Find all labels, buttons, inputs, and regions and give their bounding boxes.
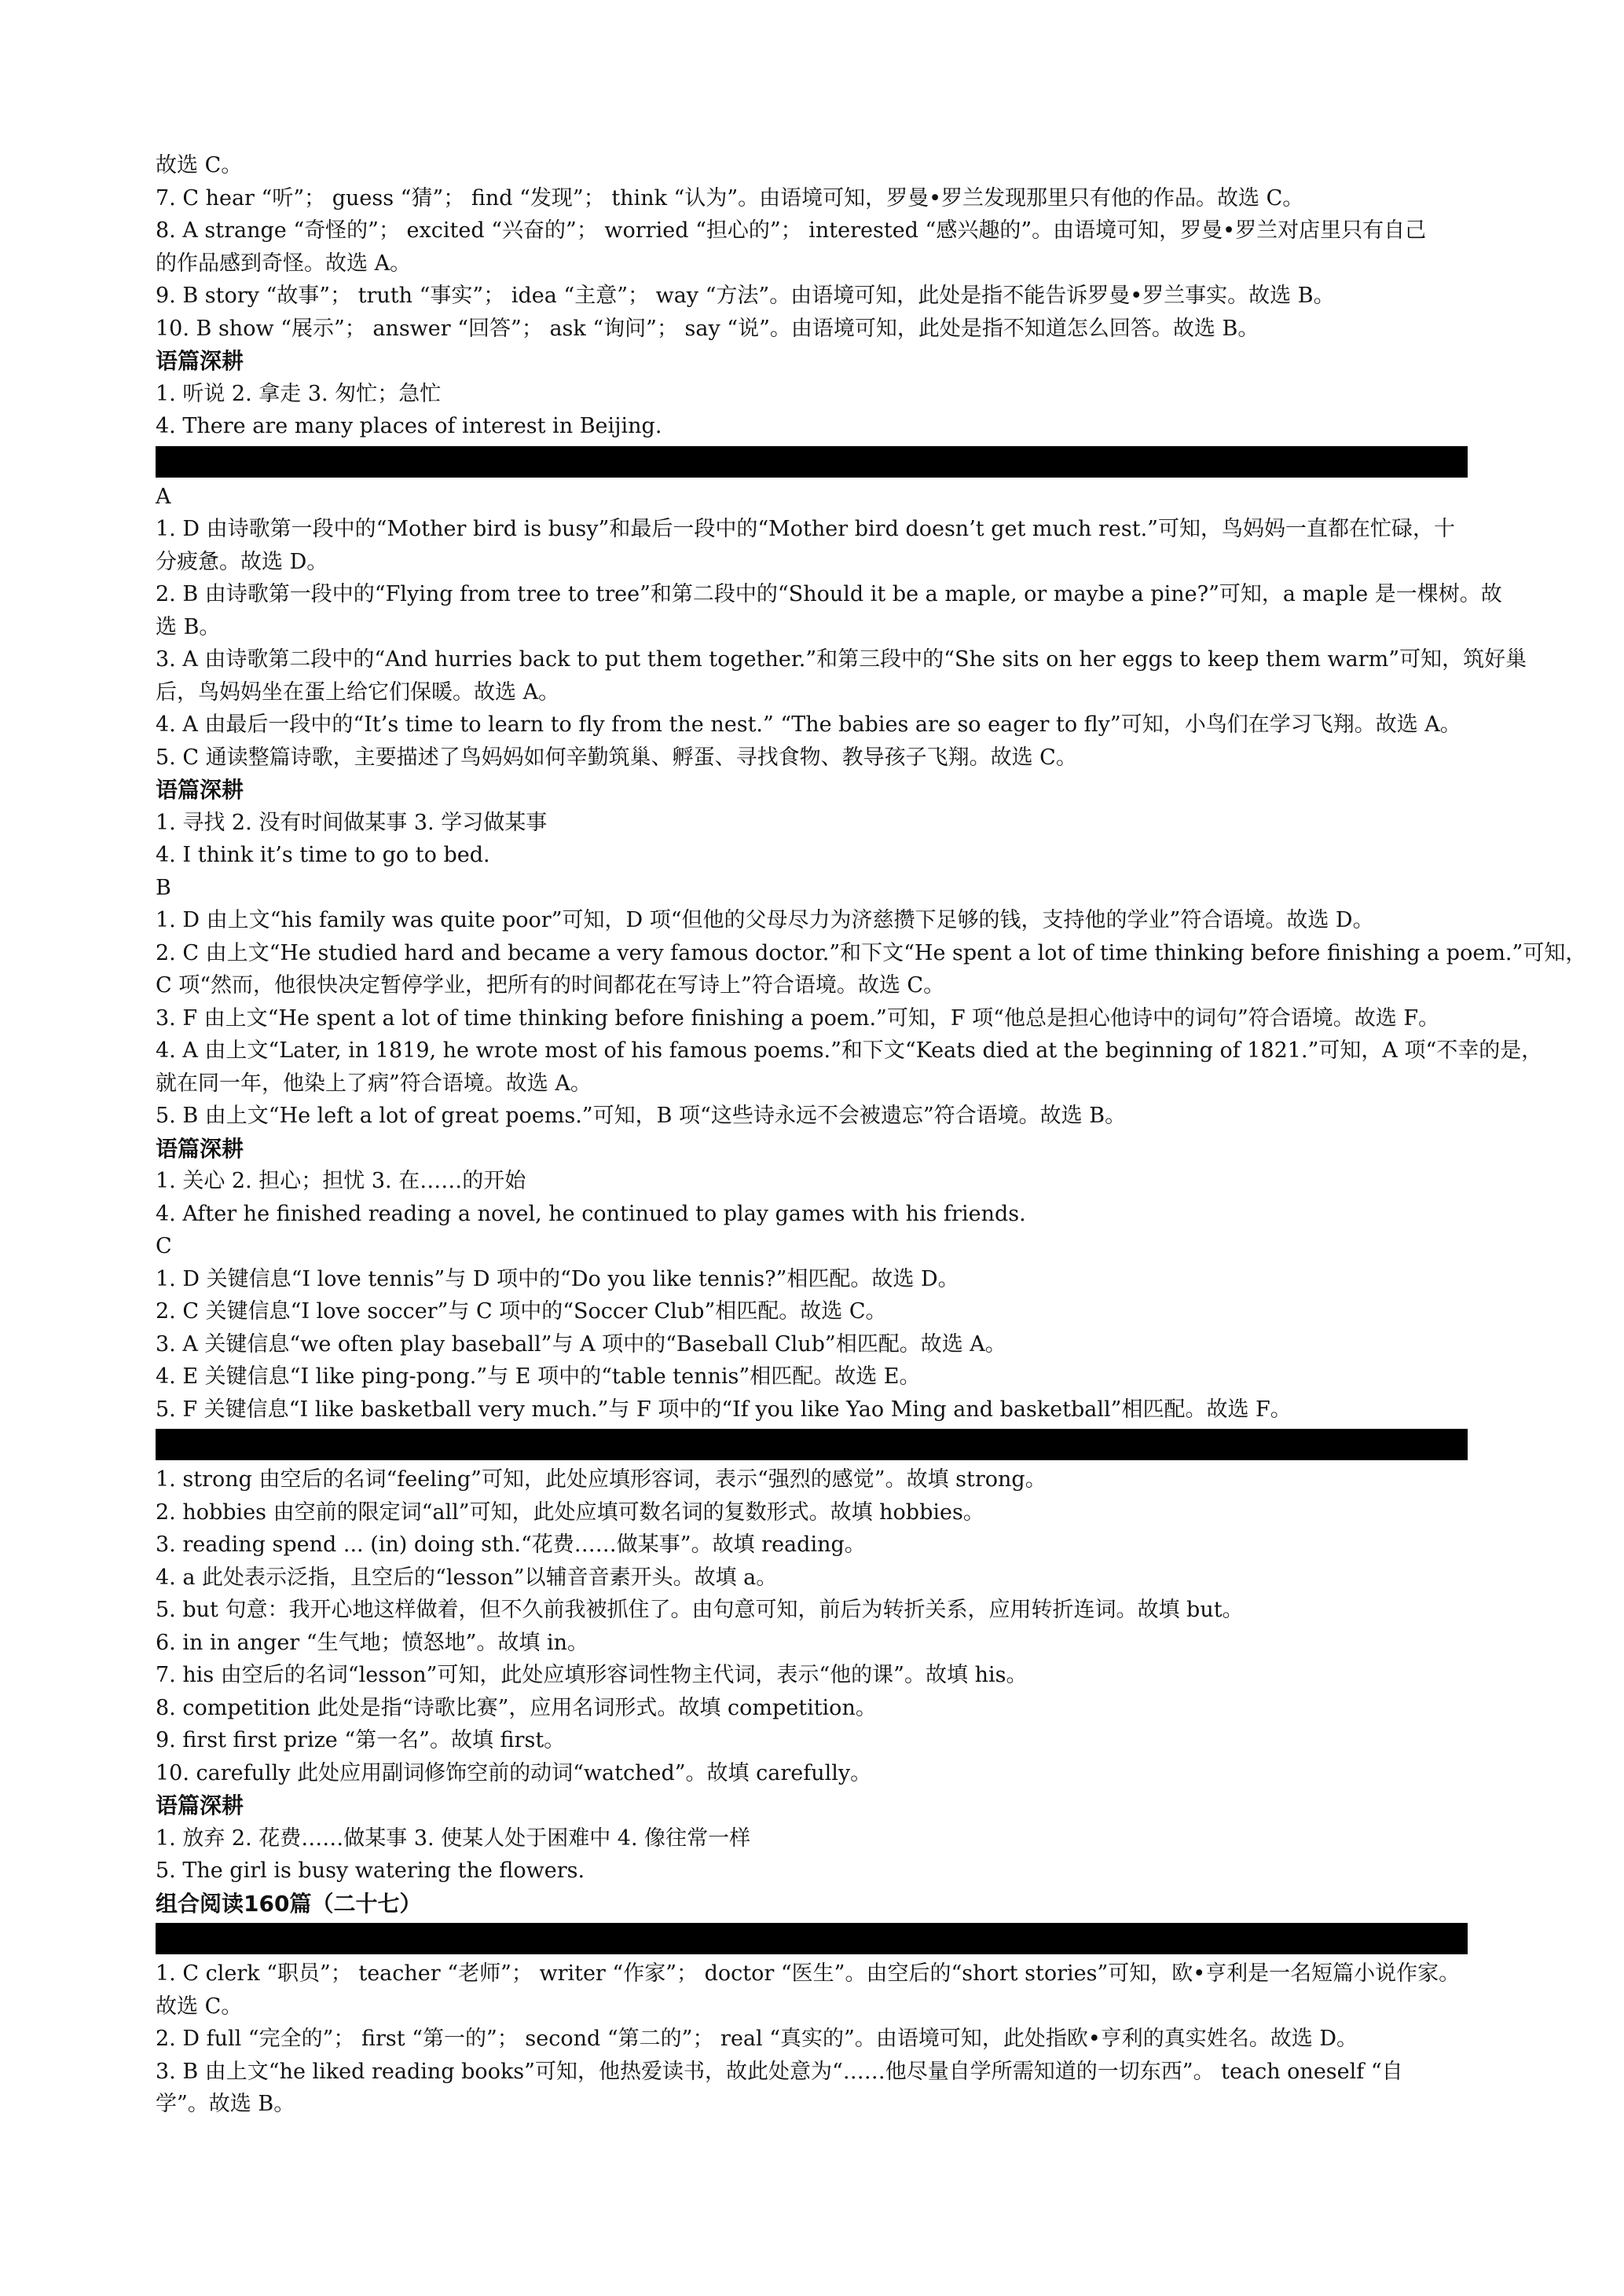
section-divider-bar	[156, 446, 1468, 478]
answer-line: 3. reading spend ... (in) doing sth.“花费……做某事”。故填 reading。	[156, 1532, 866, 1557]
section-divider-bar	[156, 1923, 1468, 1954]
answer-line: 5. C 通读整篇诗歌，主要描述了鸟妈妈如何辛勤筑巢、孵蛋、寻找食物、教导孩子飞翔。故选 C。	[156, 745, 1077, 770]
answer-line: 10. carefully 此处应用副词修饰空前的动词“watched”。故填 carefully。	[156, 1760, 872, 1785]
answer-line: 2. C 由上文“He studied hard and became a very famous doctor.”和下文“He spent a lot of time thinking before finishing a poem.”可知，	[156, 940, 1587, 965]
section-heading: 语篇深耕	[156, 777, 244, 803]
answer-line: 3. B 由上文“he liked reading books”可知，他热爱读书，故此处意为“……他尽量自学所需知道的一切东西”。 teach oneself “自	[156, 2059, 1403, 2084]
answer-line: 4. A 由最后一段中的“It’s time to learn to fly from the nest.” “The babies are so eager to fly”可知，小鸟们在学习飞翔。故选 A。	[156, 712, 1461, 737]
answer-line: 4. E 关键信息“I like ping-pong.”与 E 项中的“table tennis”相匹配。故选 E。	[156, 1364, 921, 1389]
answer-line: 1. 关心 2. 担心；担忧 3. 在……的开始	[156, 1169, 526, 1193]
answer-line: 10. B show “展示”； answer “回答”； ask “询问”； say “说”。由语境可知，此处是指不知道怎么回答。故选 B。	[156, 316, 1259, 341]
answer-line: A	[156, 484, 171, 509]
answer-line: 6. in in anger “生气地；愤怒地”。故填 in。	[156, 1630, 589, 1655]
answer-line: 1. 听说 2. 拿走 3. 匆忙；急忙	[156, 381, 442, 406]
answer-line: 9. B story “故事”； truth “事实”； idea “主意”； way “方法”。由语境可知，此处是指不能告诉罗曼•罗兰事实。故选 B。	[156, 284, 1335, 308]
answer-line: 后，鸟妈妈坐在蛋上给它们保暖。故选 A。	[156, 679, 560, 705]
answer-line: 1. 放弃 2. 花费……做某事 3. 使某人处于困难中 4. 像往常一样	[156, 1825, 751, 1851]
answer-line: 学”。故选 B。	[156, 2092, 295, 2116]
answer-line: 5. B 由上文“He left a lot of great poems.”可知，B 项“这些诗永远不会被遗忘”符合语境。故选 B。	[156, 1104, 1127, 1128]
answer-line: B	[156, 875, 171, 900]
answer-key-page	[156, 149, 1587, 2121]
section-heading: 语篇深耕	[156, 1792, 244, 1818]
answer-line: 1. C clerk “职员”； teacher “老师”； writer “作家”； doctor “医生”。由空后的“short stories”可知，欧•亨利是一名短篇小说作家。	[156, 1961, 1461, 1986]
answer-line: 1. D 由上文“his family was quite poor”可知，D 项“但他的父母尽力为济慈攒下足够的钱，支持他的学业”符合语境。故选 D。	[156, 908, 1374, 932]
answer-line: 5. but 句意：我开心地这样做着，但不久前我被抓住了。由句意可知，前后为转折关系，应用转折连词。故填 but。	[156, 1598, 1244, 1622]
section-divider-bar	[156, 1429, 1468, 1460]
answer-line: 5. F 关键信息“I like basketball very much.”与 F 项中的“If you like Yao Ming and basketball”相匹配。故选 F。	[156, 1397, 1292, 1422]
answer-line: 2. hobbies 由空前的限定词“all”可知，此处应填可数名词的复数形式。故填 hobbies。	[156, 1500, 984, 1525]
answer-line: 分疲惫。故选 D。	[156, 549, 328, 574]
section-heading: 语篇深耕	[156, 1135, 244, 1162]
answer-line: 1. D 由诗歌第一段中的“Mother bird is busy”和最后一段中的“Mother bird doesn’t get much rest.”可知，鸟妈妈一直都在忙碌，十	[156, 517, 1455, 541]
answer-line: 3. A 关键信息“we often play baseball”与 A 项中的“Baseball Club”相匹配。故选 A。	[156, 1331, 1006, 1357]
answer-line: 2. B 由诗歌第一段中的“Flying from tree to tree”和第二段中的“Should it be a maple, or maybe a pine?”可知，a maple 是一棵树。故	[156, 582, 1502, 606]
answer-line: 4. There are many places of interest in Beijing.	[156, 414, 662, 438]
answer-line: C	[156, 1234, 172, 1258]
answer-line: C 项“然而，他很快决定暂停学业，把所有的时间都花在写诗上”符合语境。故选 C。	[156, 973, 945, 998]
answer-line: 故选 C。	[156, 153, 243, 178]
answer-line: 1. D 关键信息“I love tennis”与 D 项中的“Do you like tennis?”相匹配。故选 D。	[156, 1266, 959, 1291]
answer-line: 的作品感到奇怪。故选 A。	[156, 251, 412, 276]
answer-line: 2. D full “完全的”； first “第一的”； second “第二的”； real “真实的”。由语境可知，此处指欧•亨利的真实姓名。故选 D。	[156, 2027, 1358, 2051]
answer-line: 9. first first prize “第一名”。故填 first。	[156, 1728, 566, 1752]
answer-line: 7. his 由空后的名词“lesson”可知，此处应填形容词性物主代词，表示“他的课”。故填 his。	[156, 1663, 1028, 1687]
answer-line: 7. C hear “听”； guess “猜”； find “发现”； think “认为”。由语境可知，罗曼•罗兰发现那里只有他的作品。故选 C。	[156, 185, 1304, 211]
answer-line: 5. The girl is busy watering the flowers.	[156, 1858, 585, 1883]
section-heading: 语篇深耕	[156, 348, 244, 374]
answer-line: 3. A 由诗歌第二段中的“And hurries back to put them together.”和第三段中的“She sits on her eggs to keep them warm”可知，筑好巢	[156, 647, 1527, 672]
section-heading: 组合阅读160篇（二十七）	[156, 1890, 422, 1917]
answer-line: 4. After he finished reading a novel, he continued to play games with his friends.	[156, 1201, 1026, 1226]
answer-line: 2. C 关键信息“I love soccer”与 C 项中的“Soccer Club”相匹配。故选 C。	[156, 1299, 887, 1324]
answer-line: 8. competition 此处是指“诗歌比赛”，应用名词形式。故填 competition。	[156, 1695, 877, 1720]
answer-line: 1. 寻找 2. 没有时间做某事 3. 学习做某事	[156, 810, 548, 835]
answer-line: 1. strong 由空后的名词“feeling”可知，此处应填形容词，表示“强烈的感觉”。故填 strong。	[156, 1467, 1047, 1492]
answer-line: 故选 C。	[156, 1994, 243, 2019]
answer-line: 8. A strange “奇怪的”； excited “兴奋的”； worried “担心的”； interested “感兴趣的”。由语境可知，罗曼•罗兰对店里只有自己	[156, 218, 1427, 243]
answer-line: 就在同一年，他染上了病”符合语境。故选 A。	[156, 1071, 592, 1096]
answer-line: 4. A 由上文“Later, in 1819, he wrote most of his famous poems.”和下文“Keats died at the beginning of 1821.”可知，A 项“不幸的是，	[156, 1038, 1543, 1063]
answer-line: 3. F 由上文“He spent a lot of time thinking before finishing a poem.”可知，F 项“他总是担心他诗中的词句”符合语境。故选 F。	[156, 1005, 1440, 1031]
answer-line: 4. I think it’s time to go to bed.	[156, 843, 490, 867]
answer-line: 选 B。	[156, 614, 221, 639]
answer-line: 4. a 此处表示泛指，且空后的“lesson”以辅音音素开头。故填 a。	[156, 1565, 778, 1590]
